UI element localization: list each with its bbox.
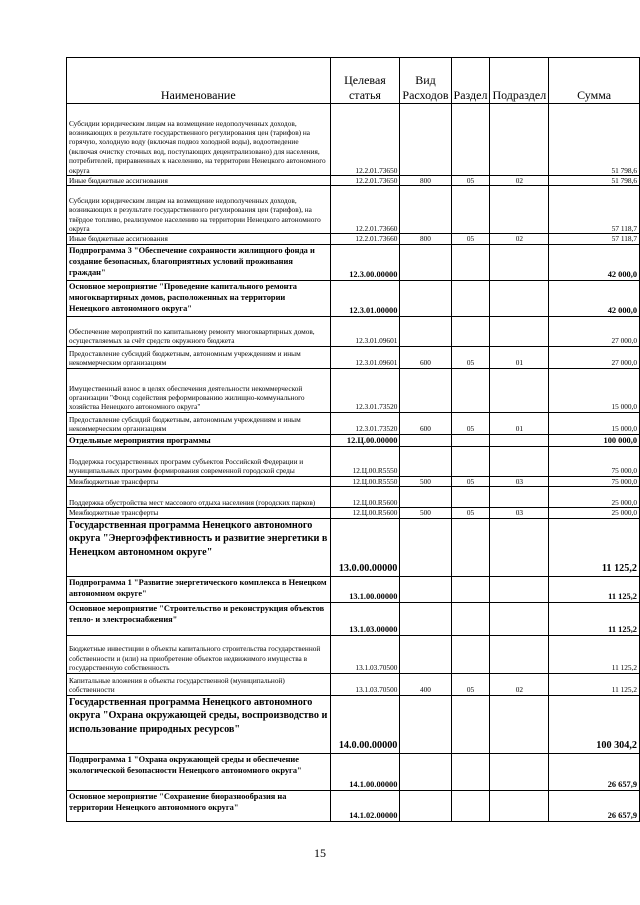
row-section-cell — [451, 695, 490, 753]
row-section-cell — [451, 518, 490, 576]
row-sum-cell: 11 125,2 — [549, 576, 640, 602]
row-expense-type-cell — [400, 790, 451, 821]
row-sum-cell: 51 798,6 — [549, 176, 640, 186]
row-target-article-cell: 14.1.00.00000 — [330, 753, 400, 790]
table-row — [67, 673, 640, 695]
row-section-cell: 05 — [451, 508, 490, 518]
row-expense-type-cell — [400, 316, 451, 346]
row-expense-type-cell — [400, 695, 451, 753]
row-name-cell: Государственная программа Ненецкого автономного округа "Охрана окружающей среды, воспроизводство и использование природных ресурсов" — [67, 695, 331, 753]
row-name-cell: Основное мероприятие "Строительство и реконструкция объектов тепло- и электроснабжения" — [67, 602, 331, 635]
row-expense-type-cell — [400, 280, 451, 316]
budget-table — [66, 57, 640, 822]
row-target-article-cell: 12.3.01.09601 — [330, 316, 400, 346]
row-section-cell — [451, 186, 490, 234]
row-expense-type-cell — [400, 635, 451, 673]
row-section-cell — [451, 244, 490, 280]
row-sum-cell: 75 000,0 — [549, 446, 640, 476]
row-name-cell: Имущественный взнос в целях обеспечения деятельности некоммерческой организации "Фонд содействия реформированию жилищно-коммунального хозяйства Ненецкого автономного округа" — [67, 368, 331, 412]
row-name-cell: Подпрограмма 3 "Обеспечение сохранности жилищного фонда и создание безопасных, благоприятных условий проживания граждан" — [67, 244, 331, 280]
row-name-cell: Иные бюджетные ассигнования — [67, 176, 331, 186]
row-name-cell: Межбюджетные трансферты — [67, 476, 331, 486]
row-expense-type-cell: 800 — [400, 234, 451, 244]
row-sum-cell: 11 125,2 — [549, 673, 640, 695]
row-subsection-cell — [490, 316, 549, 346]
row-sum-cell: 75 000,0 — [549, 476, 640, 486]
row-target-article-cell: 12.Ц.00.R5600 — [330, 487, 400, 508]
header-target-article: Целевая статья — [330, 58, 400, 104]
row-target-article-cell: 12.3.00.00000 — [330, 244, 400, 280]
row-target-article-cell: 13.1.03.70500 — [330, 635, 400, 673]
table-row — [67, 346, 640, 368]
row-sum-cell: 42 000,0 — [549, 244, 640, 280]
row-section-cell — [451, 434, 490, 446]
row-subsection-cell — [490, 518, 549, 576]
row-expense-type-cell — [400, 434, 451, 446]
table-row — [67, 487, 640, 508]
row-subsection-cell — [490, 635, 549, 673]
row-sum-cell: 25 000,0 — [549, 487, 640, 508]
row-name-cell: Поддержка обустройства мест массового отдыха населения (городских парков) — [67, 487, 331, 508]
row-sum-cell: 100 304,2 — [549, 695, 640, 753]
table-row — [67, 518, 640, 576]
row-subsection-cell — [490, 446, 549, 476]
table-header — [67, 58, 640, 104]
row-sum-cell: 26 657,9 — [549, 790, 640, 821]
row-expense-type-cell: 600 — [400, 346, 451, 368]
row-section-cell — [451, 576, 490, 602]
header-expense-type: Вид Расходов — [400, 58, 451, 104]
row-target-article-cell: 13.0.00.00000 — [330, 518, 400, 576]
table-row — [67, 446, 640, 476]
row-section-cell — [451, 602, 490, 635]
row-expense-type-cell — [400, 244, 451, 280]
row-sum-cell: 27 000,0 — [549, 316, 640, 346]
table-body — [67, 104, 640, 822]
row-name-cell: Основное мероприятие "Сохранение биоразнообразия на территории Ненецкого автономного округа" — [67, 790, 331, 821]
row-section-cell — [451, 487, 490, 508]
row-sum-cell: 51 798,6 — [549, 104, 640, 176]
table-row — [67, 434, 640, 446]
row-target-article-cell: 13.1.03.00000 — [330, 602, 400, 635]
table-row — [67, 476, 640, 486]
row-expense-type-cell — [400, 104, 451, 176]
row-expense-type-cell: 600 — [400, 412, 451, 434]
row-target-article-cell: 13.1.03.70500 — [330, 673, 400, 695]
row-target-article-cell: 12.3.01.73520 — [330, 412, 400, 434]
row-target-article-cell: 12.Ц.00.R5550 — [330, 476, 400, 486]
header-section: Раздел — [451, 58, 490, 104]
row-expense-type-cell: 400 — [400, 673, 451, 695]
row-section-cell — [451, 368, 490, 412]
table-row — [67, 186, 640, 234]
table-row — [67, 234, 640, 244]
table-row — [67, 104, 640, 176]
row-expense-type-cell — [400, 518, 451, 576]
row-subsection-cell: 01 — [490, 346, 549, 368]
row-sum-cell: 27 000,0 — [549, 346, 640, 368]
header-sum: Сумма — [549, 58, 640, 104]
row-name-cell: Предоставление субсидий бюджетным, автономным учреждениям и иным некоммерческим организациям — [67, 346, 331, 368]
table-row — [67, 316, 640, 346]
row-target-article-cell: 13.1.00.00000 — [330, 576, 400, 602]
row-subsection-cell — [490, 487, 549, 508]
row-name-cell: Поддержка государственных программ субъектов Российской Федерации и муниципальных программ формирования современной городской среды — [67, 446, 331, 476]
page-number: 15 — [314, 846, 326, 860]
row-target-article-cell: 12.Ц.00.R5600 — [330, 508, 400, 518]
table-row — [67, 790, 640, 821]
table-row — [67, 602, 640, 635]
row-target-article-cell: 12.Ц.00.00000 — [330, 434, 400, 446]
row-section-cell — [451, 635, 490, 673]
row-name-cell: Подпрограмма 1 "Развитие энергетического комплекса в Ненецком автономном округе" — [67, 576, 331, 602]
table-row — [67, 508, 640, 518]
row-target-article-cell: 12.3.01.00000 — [330, 280, 400, 316]
table-row — [67, 576, 640, 602]
row-expense-type-cell — [400, 446, 451, 476]
row-subsection-cell — [490, 695, 549, 753]
table-row — [67, 280, 640, 316]
row-sum-cell: 11 125,2 — [549, 602, 640, 635]
row-target-article-cell: 14.0.00.00000 — [330, 695, 400, 753]
row-subsection-cell — [490, 368, 549, 412]
row-name-cell: Отдельные мероприятия программы — [67, 434, 331, 446]
row-subsection-cell — [490, 790, 549, 821]
row-name-cell: Обеспечение мероприятий по капитальному ремонту многоквартирных домов, осуществляемых за счёт средств окружного бюджета — [67, 316, 331, 346]
row-subsection-cell: 02 — [490, 176, 549, 186]
row-subsection-cell: 03 — [490, 476, 549, 486]
row-expense-type-cell — [400, 186, 451, 234]
row-expense-type-cell: 800 — [400, 176, 451, 186]
row-expense-type-cell — [400, 368, 451, 412]
row-subsection-cell — [490, 280, 549, 316]
row-section-cell — [451, 753, 490, 790]
row-sum-cell: 15 000,0 — [549, 412, 640, 434]
table-row — [67, 753, 640, 790]
row-subsection-cell: 03 — [490, 508, 549, 518]
table-row — [67, 695, 640, 753]
row-sum-cell: 26 657,9 — [549, 753, 640, 790]
row-target-article-cell: 12.2.01.73650 — [330, 176, 400, 186]
row-expense-type-cell — [400, 487, 451, 508]
header-name: Наименование — [67, 58, 331, 104]
row-name-cell: Иные бюджетные ассигнования — [67, 234, 331, 244]
row-name-cell: Подпрограмма 1 "Охрана окружающей среды и обеспечение экологической безопасности Ненецкого автономного округа" — [67, 753, 331, 790]
table-row — [67, 368, 640, 412]
row-sum-cell: 15 000,0 — [549, 368, 640, 412]
row-sum-cell: 25 000,0 — [549, 508, 640, 518]
row-expense-type-cell — [400, 753, 451, 790]
row-target-article-cell: 14.1.02.00000 — [330, 790, 400, 821]
row-section-cell: 05 — [451, 476, 490, 486]
header-subsection: Подраздел — [490, 58, 549, 104]
row-section-cell: 05 — [451, 412, 490, 434]
row-section-cell: 05 — [451, 234, 490, 244]
row-name-cell: Основное мероприятие "Проведение капитального ремонта многоквартирных домов, расположенных на территории Ненецкого автономного округа" — [67, 280, 331, 316]
row-sum-cell: 57 118,7 — [549, 234, 640, 244]
row-expense-type-cell — [400, 602, 451, 635]
row-subsection-cell — [490, 434, 549, 446]
row-subsection-cell: 02 — [490, 673, 549, 695]
row-sum-cell: 42 000,0 — [549, 280, 640, 316]
row-sum-cell: 11 125,2 — [549, 518, 640, 576]
row-section-cell — [451, 446, 490, 476]
row-subsection-cell — [490, 576, 549, 602]
row-name-cell: Субсидии юридическим лицам на возмещение недополученных доходов, возникающих в результате государственного регулирования цен (тарифов), на твёрдое топливо, реализуемое населению на территории Ненецкого автономного округа — [67, 186, 331, 234]
table-row — [67, 244, 640, 280]
row-name-cell: Межбюджетные трансферты — [67, 508, 331, 518]
row-subsection-cell: 02 — [490, 234, 549, 244]
row-subsection-cell: 01 — [490, 412, 549, 434]
row-section-cell — [451, 104, 490, 176]
row-name-cell: Бюджетные инвестиции в объекты капитального строительства государственной собственности и (или) на приобретение объектов недвижимого имущества в государственную собственность — [67, 635, 331, 673]
row-section-cell: 05 — [451, 346, 490, 368]
table-row — [67, 412, 640, 434]
row-expense-type-cell: 500 — [400, 508, 451, 518]
row-subsection-cell — [490, 244, 549, 280]
row-target-article-cell: 12.3.01.09601 — [330, 346, 400, 368]
row-name-cell: Государственная программа Ненецкого автономного округа "Энергоэффективность и развитие энергетики в Ненецком автономном округе" — [67, 518, 331, 576]
row-expense-type-cell: 500 — [400, 476, 451, 486]
row-section-cell — [451, 790, 490, 821]
row-subsection-cell — [490, 753, 549, 790]
row-section-cell — [451, 316, 490, 346]
row-target-article-cell: 12.2.01.73650 — [330, 104, 400, 176]
row-sum-cell: 11 125,2 — [549, 635, 640, 673]
table-row — [67, 176, 640, 186]
row-expense-type-cell — [400, 576, 451, 602]
row-subsection-cell — [490, 602, 549, 635]
row-name-cell: Предоставление субсидий бюджетным, автономным учреждениям и иным некоммерческим организациям — [67, 412, 331, 434]
row-sum-cell: 100 000,0 — [549, 434, 640, 446]
row-section-cell: 05 — [451, 673, 490, 695]
table-row — [67, 635, 640, 673]
row-target-article-cell: 12.2.01.73660 — [330, 186, 400, 234]
row-target-article-cell: 12.3.01.73520 — [330, 368, 400, 412]
row-sum-cell: 57 118,7 — [549, 186, 640, 234]
row-name-cell: Субсидии юридическим лицам на возмещение недополученных доходов, возникающих в результате государственного регулирования цен (тарифов) на горячую, холодную воду (включая подвоз холодной воды), водоотведение (включая очистку сточных вод, поступающих децентрализовано) для населения, потребителей, приравненных к населению, на территории Ненецкого автономного округа — [67, 104, 331, 176]
row-name-cell: Капитальные вложения в объекты государственной (муниципальной) собственности — [67, 673, 331, 695]
row-target-article-cell: 12.Ц.00.R5550 — [330, 446, 400, 476]
row-target-article-cell: 12.2.01.73660 — [330, 234, 400, 244]
row-section-cell — [451, 280, 490, 316]
row-subsection-cell — [490, 104, 549, 176]
row-section-cell: 05 — [451, 176, 490, 186]
row-subsection-cell — [490, 186, 549, 234]
